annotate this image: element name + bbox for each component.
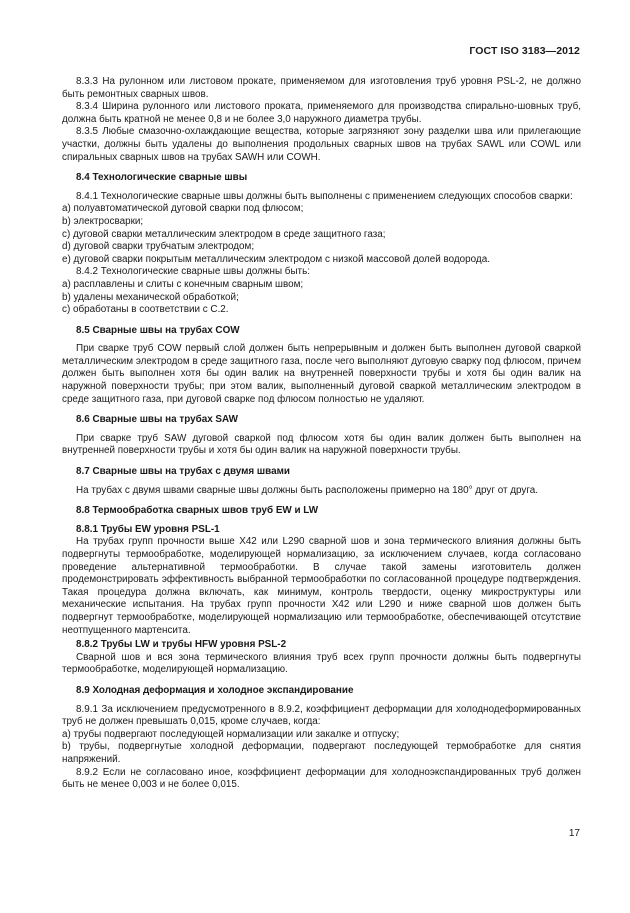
clause-8-3-4: 8.3.4 Ширина рулонного или листового проката, применяемого для производства спирально-шовных труб, должна быть кратной не менее 0,8 и не более 3,0 наружного диаметра трубы. [62, 101, 581, 125]
clause-8-9-2: 8.9.2 Если не согласовано иное, коэффициент деформации для холодноэкспандированных труб должен быть не менее 0,003 и не более 0,015. [62, 766, 581, 791]
clause-8-3-5: 8.3.5 Любые смазочно-охлаждающие вещества, которые загрязняют зону разделки шва или прилегающие участки, должны быть удалены до выполнения продольных сварных швов на трубах SAWL или COWL или спиральных сварных швов на трубах SAWH или COWH. [62, 126, 581, 163]
clause-8-8-1-text: На трубах групп прочности выше X42 или L290 сварной шов и зона термического влияния должны быть подвергнуты термообработке, моделирующей нормализацию, за исключением случаев, когда согласовано проведение альтернативной термообработки. В случае такой замены изготовитель должен продемонстрировать эффективность выбранной термообработки по согласованной процедуре подтверждения. Такая процедура должна включать, как минимум, контроль твердости, оценку микроструктуры или механические испытания. На трубах групп прочности X42 или L290 и ниже сварной шов должен быть подвергнут термообработке, моделирующей нормализацию или термообработке, обеспечивающей отсутствие неотпущенного мартенсита. [62, 536, 581, 636]
page-number: 17 [568, 828, 580, 839]
list-item: b) трубы, подвергнутые холодной деформации, подвергают последующей термобработке для снятия напряжений. [62, 741, 581, 765]
clause-8-5-text: При сварке труб COW первый слой должен быть непрерывным и должен быть выполнен дуговой сваркой металлическим электродом в среде защитного газа, после чего выполняют дуговую сварку под флюсом, причем должен быть выполнен хотя бы один валик на внутренней поверхности трубы и хотя бы один валик на наружной поверхности трубы; при этом валик, выполненный дуговой сваркой металлическим электродом в среде защитного газа, при дуговой сварке под флюсом полностью не удаляют. [62, 343, 581, 405]
list-item: c) обработаны в соответствии с С.2. [62, 304, 229, 316]
list-item: a) трубы подвергают последующей нормализации или закалке и отпуску; [62, 728, 400, 740]
clause-8-7-text: На трубах с двумя швами сварные швы должны быть расположены примерно на 180° друг от друга. [76, 484, 538, 496]
list-item: b) электросварки; [62, 215, 144, 227]
heading-8-4: 8.4 Технологические сварные швы [76, 172, 248, 184]
clause-8-8-2-text: Сварной шов и вся зона термического влияния труб всех групп прочности должны быть подвергнуты термообработке, моделирующей нормализацию. [62, 651, 581, 676]
heading-8-8: 8.8 Термообработка сварных швов труб EW и LW [76, 505, 319, 517]
heading-8-9: 8.9 Холодная деформация и холодное экспандирование [76, 684, 354, 696]
clause-8-4-2: 8.4.2 Технологические сварные швы должны быть: [76, 266, 310, 278]
clause-8-4-1: 8.4.1 Технологические сварные швы должны быть выполнены с применением следующих способов сварки: [76, 190, 573, 202]
heading-8-7: 8.7 Сварные швы на трубах с двумя швами [76, 466, 290, 478]
clause-8-9-1: 8.9.1 За исключением предусмотренного в 8.9.2, коэффициент деформации для холоднодеформированных труб не должен превышать 0,015, кроме случаев, когда: [62, 703, 581, 728]
heading-8-6: 8.6 Сварные швы на трубах SAW [76, 414, 238, 426]
standard-designation: ГОСТ ISO 3183—2012 [469, 45, 580, 57]
document-body [62, 76, 581, 792]
clause-8-3-3: 8.3.3 На рулонном или листовом прокате, применяемом для изготовления труб уровня PSL-2, не должно быть ремонтных сварных швов. [62, 76, 581, 100]
list-item: a) полуавтоматической дуговой сварки под флюсом; [62, 203, 304, 215]
heading-8-5: 8.5 Сварные швы на трубах COW [76, 324, 240, 336]
heading-8-8-1: 8.8.1 Трубы EW уровня PSL-1 [76, 523, 220, 535]
list-item: e) дуговой сварки покрытым металлическим электродом с низкой массовой долей водорода. [62, 253, 490, 265]
list-item: b) удалены механической обработкой; [62, 291, 239, 303]
list-item: a) расплавлены и слиты с конечным сварным швом; [62, 278, 304, 290]
heading-8-8-2: 8.8.2 Трубы LW и трубы HFW уровня PSL-2 [76, 639, 287, 651]
list-item: c) дуговой сварки металлическим электродом в среде защитного газа; [62, 228, 386, 240]
list-item: d) дуговой сварки трубчатым электродом; [62, 241, 255, 253]
clause-8-6-text: При сварке труб SAW дуговой сваркой под флюсом хотя бы один валик должен быть выполнен на внутренней поверхности трубы и хотя бы один валик на наружной поверхности трубы. [62, 432, 581, 457]
